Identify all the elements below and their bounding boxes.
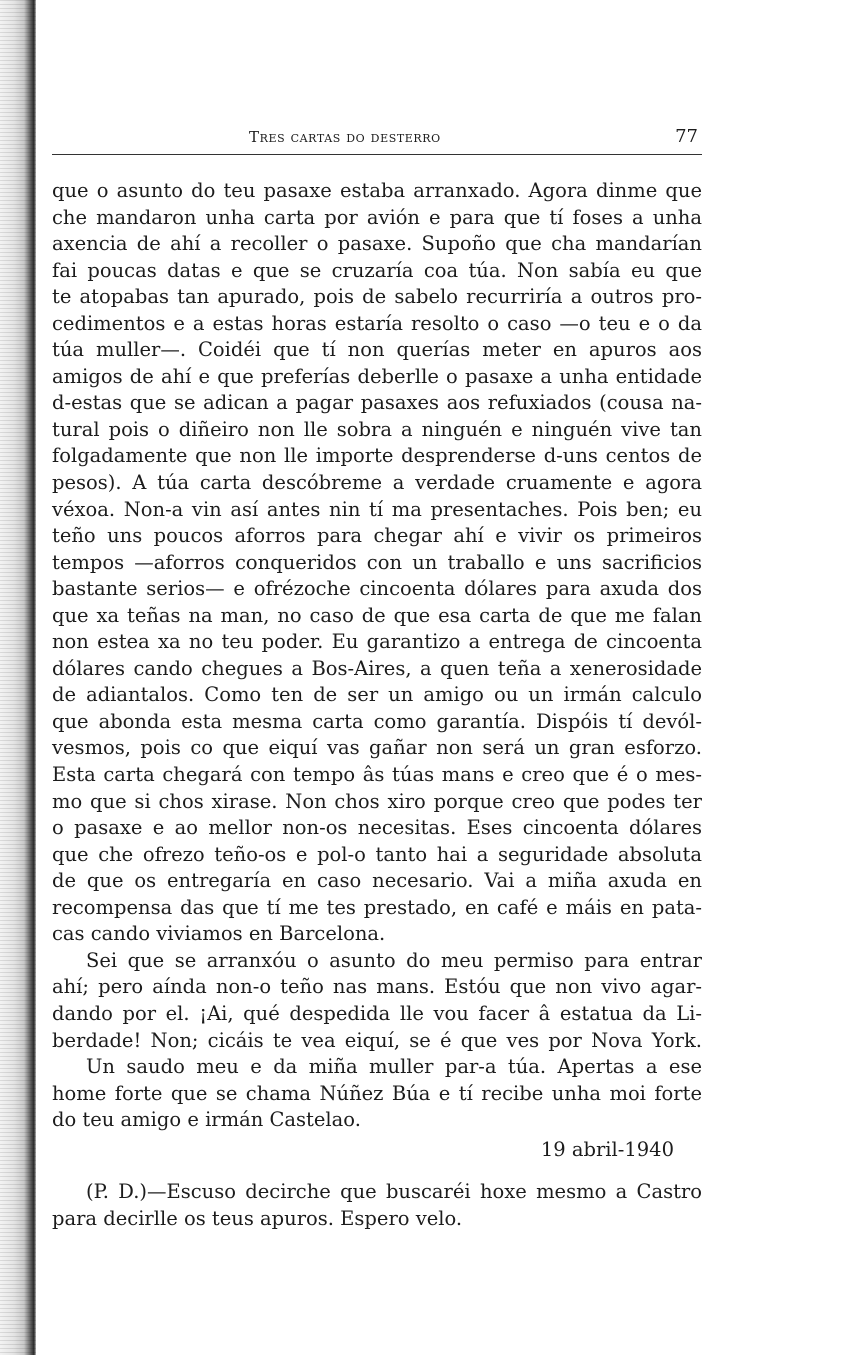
text-line: pesos). A túa carta descóbreme a verdade cruamente e agora: [52, 471, 702, 495]
text-line: d-estas que se adican a pagar pasaxes aos refuxiados (cousa na-: [52, 391, 702, 415]
running-title: Tres cartas do desterro: [249, 128, 441, 146]
text-line: do teu amigo e irmán Castelao.: [52, 1108, 361, 1132]
text-line: dólares cando chegues a Bos-Aires, a quen teña a xenerosidade: [52, 656, 702, 680]
text-line: túa muller—. Coidéi que tí non querías meter en apuros aos: [52, 338, 702, 362]
text-line: de que os entregaría en caso necesario. Vai a miña axuda en: [52, 869, 702, 893]
text-line: tempos —aforros conqueridos con un traballo e uns sacrificios: [52, 550, 702, 574]
text-line: Esta carta chegará con tempo âs túas mans e creo que é o mes-: [52, 763, 702, 787]
running-header: [52, 124, 702, 155]
text-line: mo que si chos xirase. Non chos xiro porque creo que podes ter: [52, 789, 702, 813]
text-line: Un saudo meu e da miña muller par-a túa. Apertas a ese: [86, 1055, 702, 1079]
text-line: che mandaron unha carta por avión e para que tí foses a unha: [52, 205, 702, 229]
text-line: te atopabas tan apurado, pois de sabelo recurriría a outros pro-: [52, 285, 702, 309]
text-line: o pasaxe e ao mellor non-os necesitas. Eses cincoenta dólares: [52, 816, 702, 840]
text-line: amigos de ahí e que preferías deberlle o pasaxe a unha entidade: [52, 364, 702, 388]
text-line: bastante serios— e ofrézoche cincoenta dólares para axuda dos: [52, 577, 702, 601]
text-line: dando por el. ¡Ai, qué despedida lle vou facer â estatua da Li-: [52, 1001, 702, 1025]
text-line: folgadamente que non lle importe desprenderse d-uns centos de: [52, 444, 702, 468]
text-line: ahí; pero aínda non-o teño nas mans. Estóu que non vivo agar-: [52, 975, 702, 999]
text-line: cas cando viviamos en Barcelona.: [52, 922, 386, 946]
text-line: que xa teñas na man, no caso de que esa carta de que me falan: [52, 603, 702, 627]
text-line: de adiantalos. Como ten de ser un amigo ou un irmán calculo: [52, 683, 702, 707]
text-line: tural pois o diñeiro non lle sobra a ninguén e ninguén vive tan: [52, 417, 702, 441]
text-line: axencia de ahí a recoller o pasaxe. Supoño que cha mandarían: [52, 232, 702, 256]
text-line: berdade! Non; cicáis te vea eiquí, se é que ves por Nova York.: [52, 1028, 702, 1052]
text-line: Sei que se arranxóu o asunto do meu permiso para entrar: [86, 948, 702, 972]
text-line: home forte que se chama Núñez Búa e tí recibe unha moi forte: [52, 1081, 702, 1105]
text-line: (P. D.)—Escuso decirche que buscaréi hoxe mesmo a Castro: [86, 1180, 702, 1203]
text-line: que o asunto do teu pasaxe estaba arranxado. Agora dinme que: [52, 179, 702, 202]
text-line: teño uns poucos aforros para chegar ahí e vivir os primeiros: [52, 524, 702, 548]
book-binding-edge: [0, 0, 36, 1355]
text-line: fai poucas datas e que se cruzaría coa túa. Non sabía eu que: [52, 258, 702, 282]
text-line: véxoa. Non-a vin así antes nin tí ma presentaches. Pois ben; eu: [52, 497, 702, 521]
text-line: vesmos, pois co que eiquí vas gañar non será un gran esforzo.: [52, 736, 702, 760]
letter-body: [52, 178, 702, 1134]
text-line: para decirlle os teus apuros. Espero velo.: [52, 1206, 463, 1230]
text-line: que abonda esta mesma carta como garantía. Dispóis tí devól-: [52, 709, 702, 733]
text-line: non estea xa no teu poder. Eu garantizo a entrega de cincoenta: [52, 630, 702, 654]
letter-date: 19 abril-1940: [540, 1138, 674, 1161]
book-page: [52, 0, 704, 1355]
text-line: que che ofrezo teño-os e pol-o tanto hai a seguridade absoluta: [52, 842, 702, 866]
page-number: 77: [675, 126, 698, 147]
postscript: [52, 1179, 702, 1232]
text-line: recompensa das que tí me tes prestado, en café e máis en pata-: [52, 895, 702, 919]
text-line: cedimentos e a estas horas estaría resolto o caso —o teu e o da: [52, 311, 702, 335]
